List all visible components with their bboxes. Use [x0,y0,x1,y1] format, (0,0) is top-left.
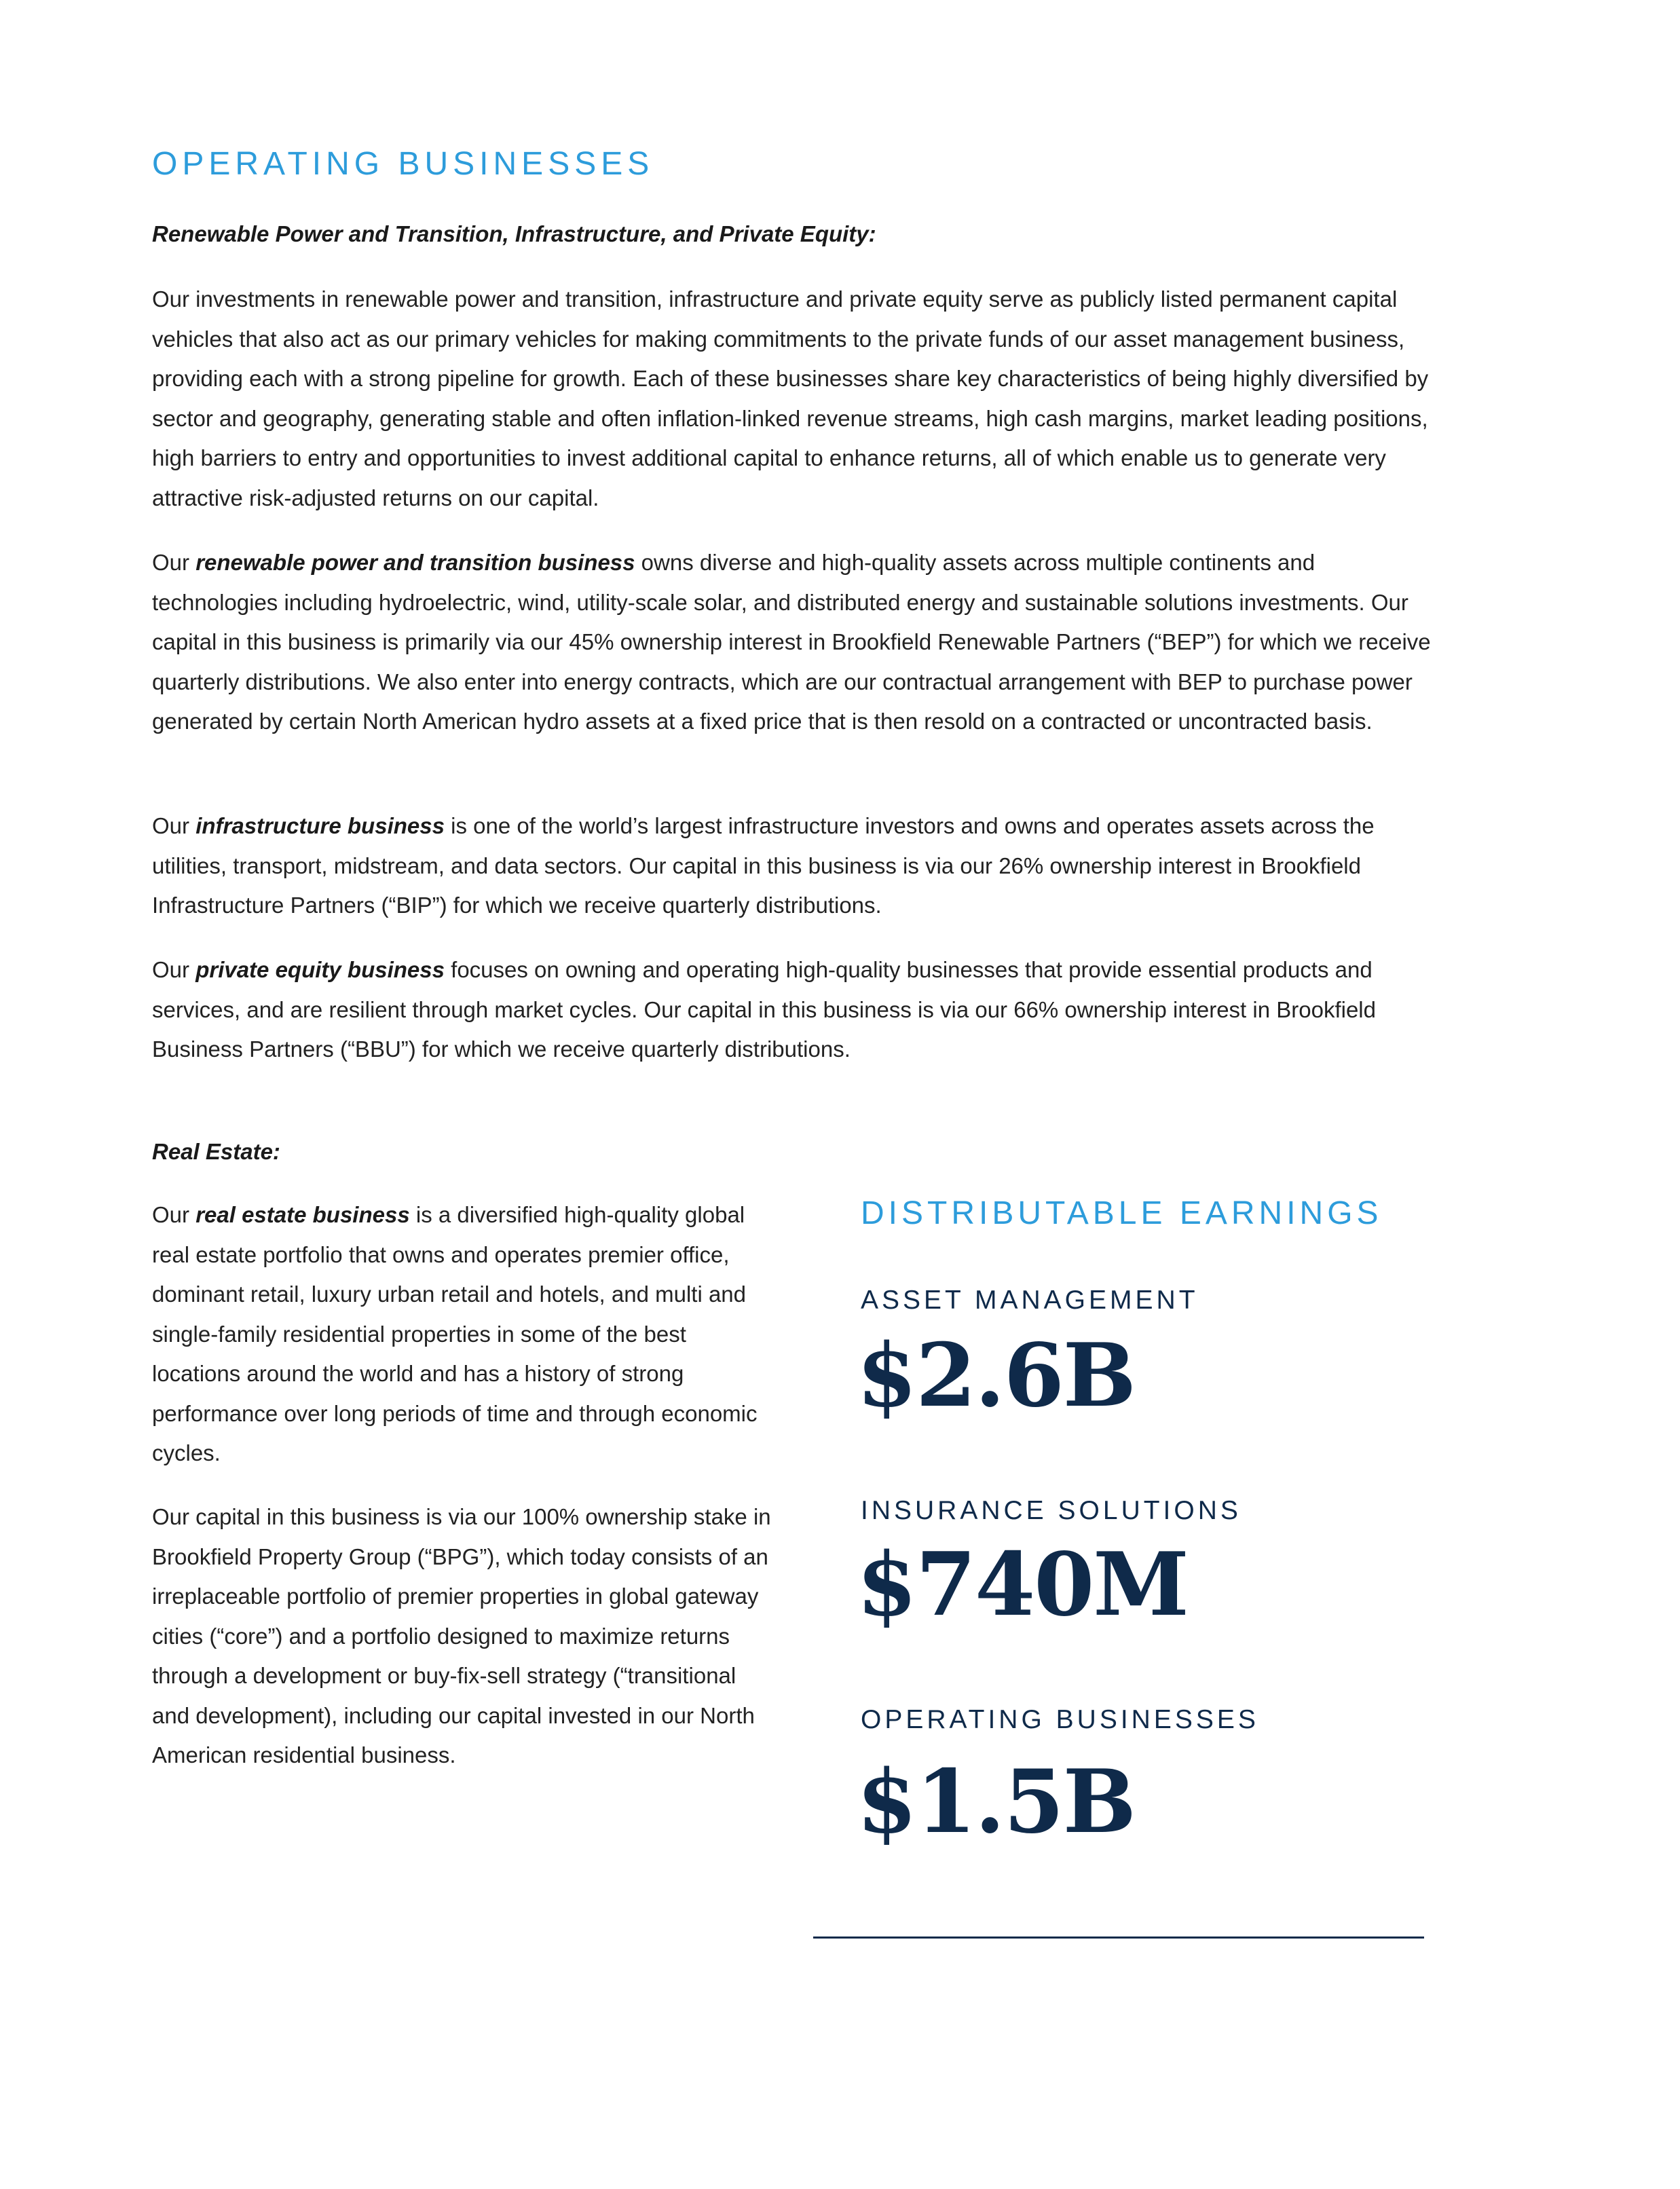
distributable-earnings-title: DISTRIBUTABLE EARNINGS [861,1195,1383,1231]
section-divider [813,1937,1424,1939]
paragraph-real-estate-2: Our capital in this business is via our 100% ownership stake in Brookfield Property Group (“BPG”), which today consists of an irreplaceable portfolio of premier properties in global gateway cities (“core”) and a portfolio designed to maximize returns through a development or buy-fix-sell strategy (“transitional and development), including our capital invested in our North American residential business. [152,1504,771,1767]
emphasis-private-equity-business: private equity business [195,957,445,982]
metric-label: OPERATING BUSINESSES [861,1705,1259,1734]
paragraph-body: is a diversified high-quality global real estate portfolio that owns and operates premier office, dominant retail, luxury urban retail and hotels, and multi and single-family residential properties in some of the best locations around the world and has a history of strong performance over long periods of time and through economic cycles. [152,1202,758,1465]
paragraph-body: focuses on owning and operating high-quality businesses that provide essential products and services, and are resilient through market cycles. Our capital in this business is via our 66% ownership interest in Brookfield Business Partners (“BBU”) for which we receive quarterly distributions. [152,957,1376,1062]
emphasis-renewable-business: renewable power and transition business [195,550,635,575]
metric-value: $1.5B [857,1751,1135,1853]
paragraph-infrastructure [152,806,1442,926]
section-title-operating-businesses: OPERATING BUSINESSES [152,146,654,182]
emphasis-infrastructure-business: infrastructure business [195,813,445,838]
paragraph-intro: Our investments in renewable power and transition, infrastructure and private equity serve as publicly listed permanent capital vehicles that also act as our primary vehicles for making commitments to the private funds of our asset management business, providing each with a strong pipeline for growth. Each of these businesses share key characteristics of being highly diversified by sector and geography, generating stable and often inflation-linked revenue streams, high cash margins, market leading positions, high barriers to entry and opportunities to invest additional capital to enhance returns, all of which enable us to generate very attractive risk-adjusted returns on our capital. [152,286,1429,510]
emphasis-real-estate-business: real estate business [195,1202,410,1227]
paragraph-lead: Our [152,957,196,982]
paragraph-body: is one of the world’s largest infrastructure investors and owns and operates assets across the utilities, transport, midstream, and data sectors. Our capital in this business is via our 26% ownership interest in Brookfield Infrastructure Partners (“BIP”) for which we receive quarterly distributions. [152,813,1375,918]
subhead-real-estate: Real Estate: [152,1139,280,1164]
subhead-renewable-infrastructure-pe: Renewable Power and Transition, Infrastructure, and Private Equity: [152,221,876,246]
paragraph-renewable [152,543,1442,742]
metric-value: $740M [857,1534,1188,1636]
metric-value: $2.6B [857,1325,1135,1427]
paragraph-real-estate-1 [152,1195,777,1474]
paragraph-lead: Our [152,550,196,575]
paragraph-lead: Our [152,813,196,838]
paragraph-lead: Our [152,1202,196,1227]
metric-label: ASSET MANAGEMENT [861,1286,1199,1315]
paragraph-private-equity [152,950,1442,1070]
metric-label: INSURANCE SOLUTIONS [861,1496,1242,1525]
paragraph-body: owns diverse and high-quality assets across multiple continents and technologies including hydroelectric, wind, utility-scale solar, and distributed energy and sustainable solutions investments. Our capital in this business is primarily via our 45% ownership interest in Brookfield Renewable Partners (“BEP”) for which we receive quarterly distributions. We also enter into energy contracts, which are our contractual arrangement with BEP to purchase power generated by certain North American hydro assets at a fixed price that is then resold on a contracted or uncontracted basis. [152,550,1431,734]
